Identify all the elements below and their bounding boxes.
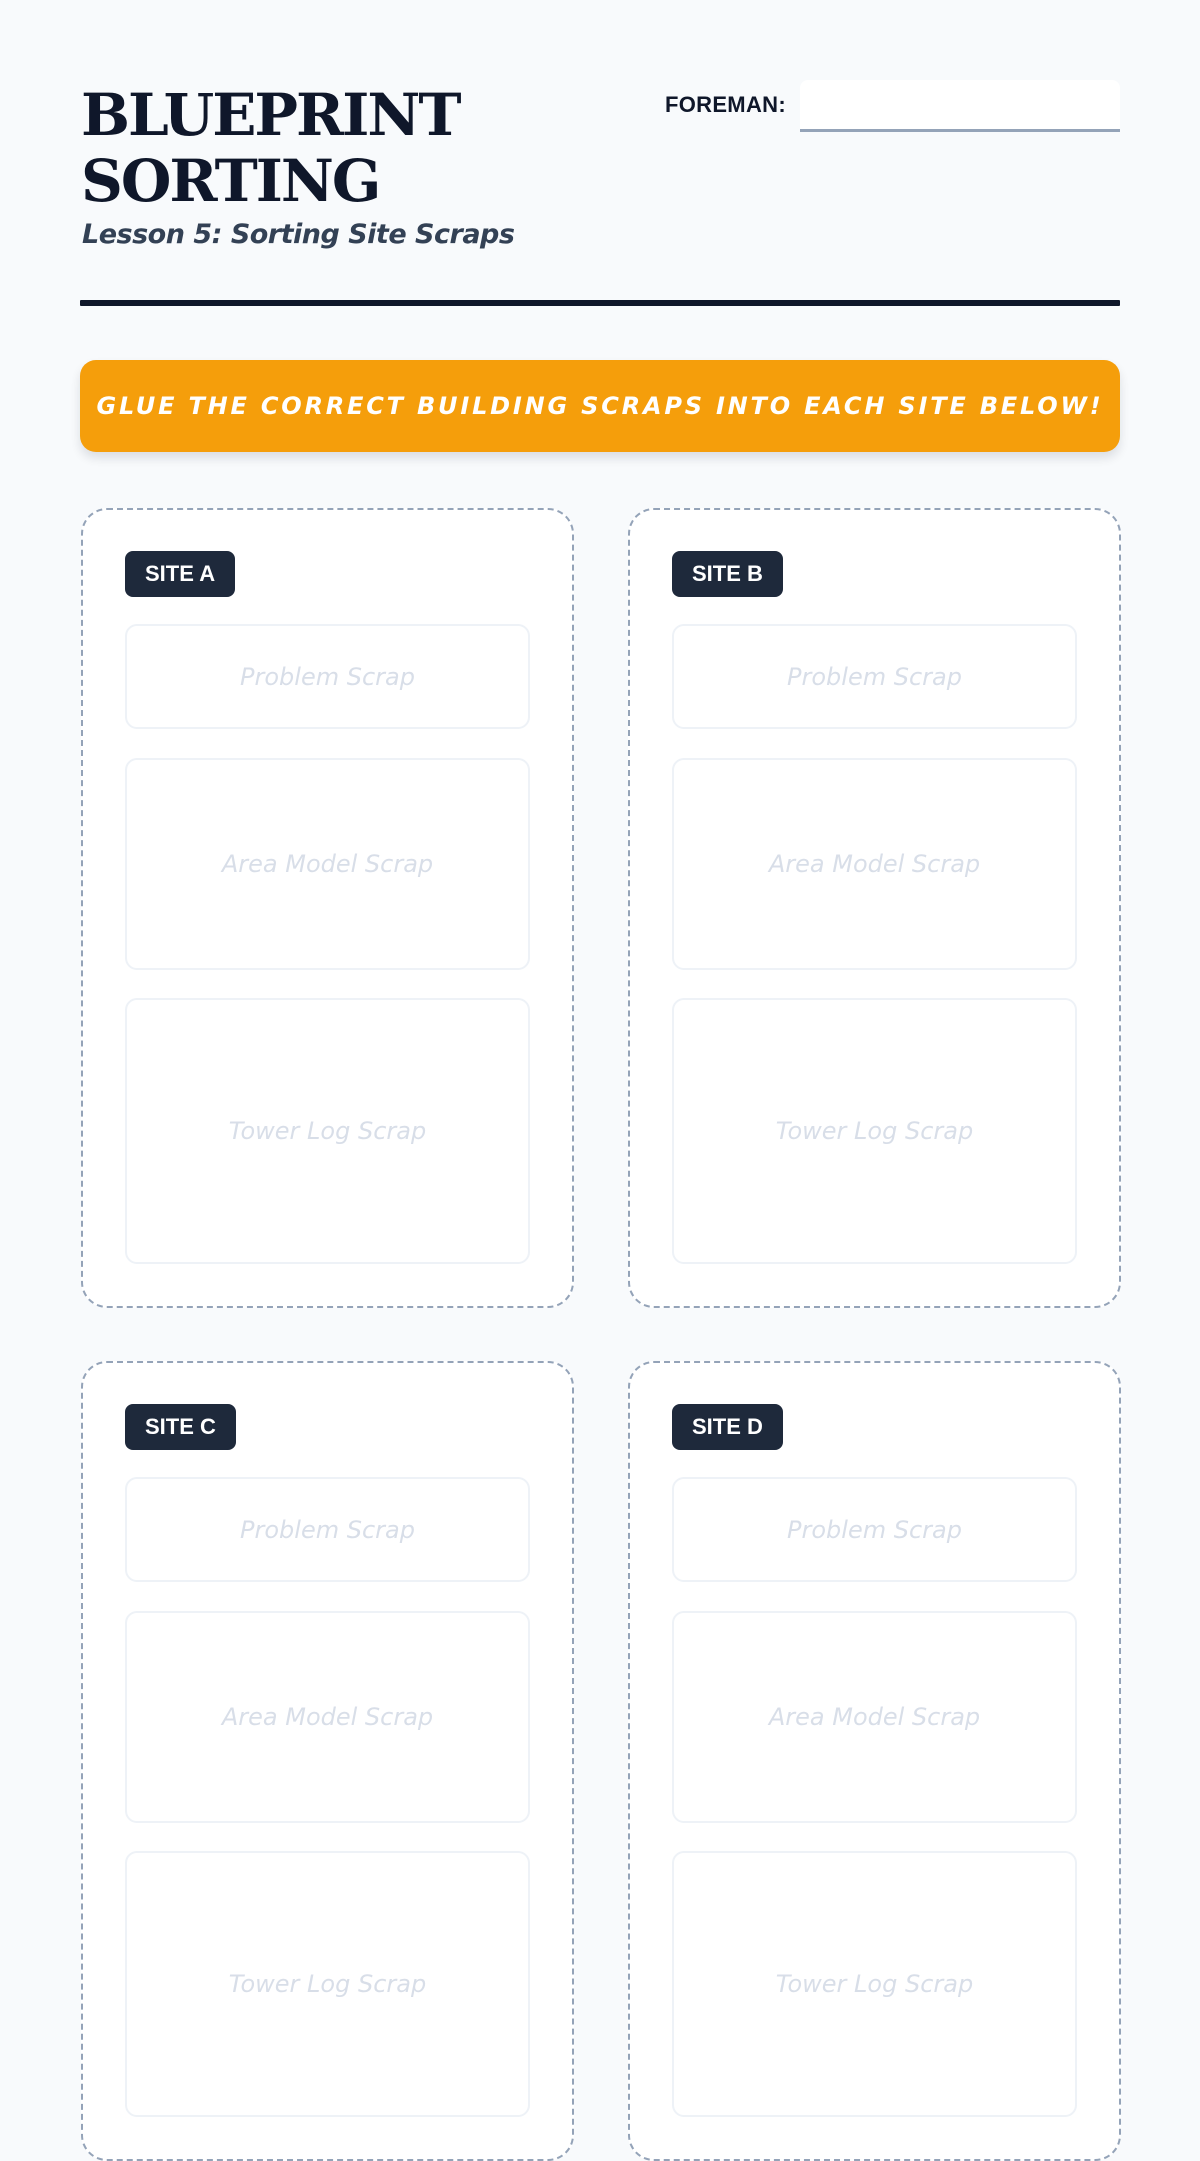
slot-label: Area Model Scrap: [768, 850, 981, 878]
area-model-scrap-slot: [672, 758, 1077, 970]
tower-log-scrap-slot: [125, 1851, 530, 2117]
problem-scrap-slot: [672, 624, 1077, 729]
slot-label: Tower Log Scrap: [775, 1970, 974, 1998]
tower-log-scrap-slot: [125, 998, 530, 1264]
slot-label: Problem Scrap: [787, 662, 962, 691]
tower-log-scrap-slot: [672, 1851, 1077, 2117]
foreman-label: FOREMAN:: [665, 92, 786, 117]
instruction-text: GLUE THE CORRECT BUILDING SCRAPS INTO EACH SITE BELOW!: [96, 392, 1104, 420]
tower-log-scrap-slot: [672, 998, 1077, 1264]
area-model-scrap-slot: [125, 1611, 530, 1823]
page-title: [81, 82, 601, 214]
slot-label: Area Model Scrap: [768, 1703, 981, 1731]
slot-label: Tower Log Scrap: [228, 1117, 427, 1145]
site-a-card: [81, 508, 574, 1308]
area-model-scrap-slot: [125, 758, 530, 970]
slot-label: Area Model Scrap: [221, 850, 434, 878]
site-badge: SITE C: [125, 1404, 236, 1450]
lesson-subtitle: Lesson 5: Sorting Site Scraps: [82, 219, 515, 250]
site-c-card: [81, 1361, 574, 2161]
slot-label: Tower Log Scrap: [228, 1970, 427, 1998]
site-badge: SITE A: [125, 551, 235, 597]
slot-label: Problem Scrap: [787, 1515, 962, 1544]
site-badge: SITE B: [672, 551, 783, 597]
header-divider: [80, 300, 1120, 306]
area-model-scrap-slot: [672, 1611, 1077, 1823]
problem-scrap-slot: [125, 1477, 530, 1582]
slot-label: Tower Log Scrap: [775, 1117, 974, 1145]
site-badge: SITE D: [672, 1404, 783, 1450]
site-b-card: [628, 508, 1121, 1308]
problem-scrap-slot: [125, 624, 530, 729]
instruction-banner: [80, 360, 1120, 452]
site-d-card: [628, 1361, 1121, 2161]
problem-scrap-slot: [672, 1477, 1077, 1582]
foreman-name-input[interactable]: [800, 80, 1120, 132]
title-line-1: BLUEPRINT: [81, 81, 460, 149]
slot-label: Problem Scrap: [240, 662, 415, 691]
title-line-2: SORTING: [81, 147, 380, 215]
slot-label: Area Model Scrap: [221, 1703, 434, 1731]
slot-label: Problem Scrap: [240, 1515, 415, 1544]
